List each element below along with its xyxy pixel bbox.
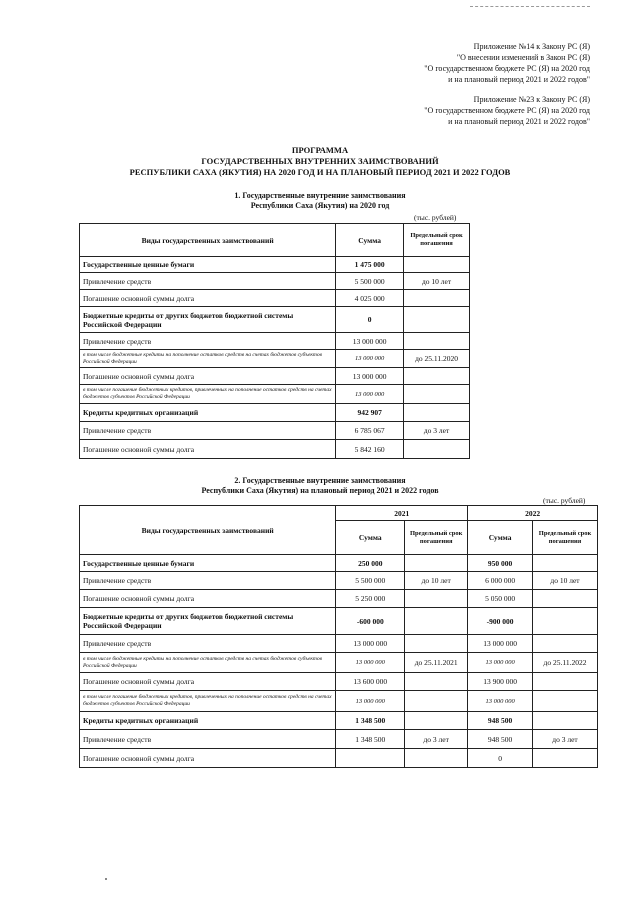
repayment-term [404, 290, 470, 307]
unit-label: (тыс. рублей) [543, 496, 586, 505]
repayment-term [404, 368, 470, 385]
amount-2021: -600 000 [336, 608, 405, 635]
table-row [80, 590, 598, 608]
amount-2022: -900 000 [468, 608, 533, 635]
scan-speck [105, 878, 107, 880]
borrowing-type: Бюджетные кредиты от других бюджетов бюджетной системы Российской Федерации [80, 307, 336, 333]
year-header: 2022 [468, 506, 598, 521]
annex-line: "О государственном бюджете РС (Я) на 2020 год [424, 106, 590, 115]
header-cell: Предельный срок погашения [404, 224, 470, 257]
repayment-term: до 10 лет [404, 273, 470, 290]
amount-cell: 942 907 [336, 404, 404, 422]
amount-2021: 1 348 500 [336, 712, 405, 730]
amount-2022: 0 [468, 749, 533, 768]
amount-2022: 5 050 000 [468, 590, 533, 608]
repayment-term-2022 [533, 749, 598, 768]
table-row [80, 385, 470, 404]
repayment-term-2022 [533, 691, 598, 712]
borrowing-type: Погашение основной суммы долга [80, 673, 336, 691]
repayment-term-2022: до 3 лет [533, 730, 598, 749]
section1-heading: Республики Саха (Якутия) на 2020 год [250, 201, 390, 210]
table-row [80, 691, 598, 712]
header-cell: Сумма [468, 521, 533, 555]
repayment-term-2021 [405, 590, 468, 608]
repayment-term-2022 [533, 590, 598, 608]
repayment-term-2021 [405, 712, 468, 730]
amount-2021: 13 000 000 [336, 635, 405, 653]
repayment-term-2022 [533, 555, 598, 572]
repayment-term-2021: до 10 лет [405, 572, 468, 590]
amount-cell: 5 500 000 [336, 273, 404, 290]
repayment-term-2022 [533, 608, 598, 635]
borrowings-table-2020 [79, 223, 470, 459]
annex-line: Приложение №23 к Закону РС (Я) [473, 95, 590, 104]
table-row [80, 273, 470, 290]
borrowing-type: Погашение основной суммы долга [80, 290, 336, 307]
amount-2022: 13 900 000 [468, 673, 533, 691]
annex-line: "О государственном бюджете РС (Я) на 2020 год [424, 64, 590, 73]
borrowing-type: Государственные ценные бумаги [80, 555, 336, 572]
header-cell: Предельный срок погашения [533, 521, 598, 555]
amount-2022: 13 000 000 [468, 653, 533, 673]
repayment-term-2021: до 3 лет [405, 730, 468, 749]
repayment-term-2021 [405, 749, 468, 768]
table-row [80, 440, 470, 459]
table-row [80, 257, 470, 273]
document-title: ПРОГРАММА [291, 145, 349, 155]
amount-cell: 6 785 067 [336, 422, 404, 440]
header-cell: Виды государственных заимствований [80, 506, 336, 555]
table-row [80, 290, 470, 307]
repayment-term [404, 440, 470, 459]
repayment-term-2022 [533, 673, 598, 691]
annex-note-23 [424, 94, 590, 127]
repayment-term-2021 [405, 691, 468, 712]
repayment-term-2022: до 25.11.2022 [533, 653, 598, 673]
table-row [80, 673, 598, 691]
table-row [80, 422, 470, 440]
borrowing-type: Государственные ценные бумаги [80, 257, 336, 273]
section2-heading: Республики Саха (Якутия) на плановый период 2021 и 2022 годов [201, 486, 439, 495]
amount-2022: 13 000 000 [468, 691, 533, 712]
table-row [80, 368, 470, 385]
repayment-term-2022: до 10 лет [533, 572, 598, 590]
amount-cell: 5 842 160 [336, 440, 404, 459]
amount-2021: 13 600 000 [336, 673, 405, 691]
annex-note-14 [424, 41, 590, 85]
document-subtitle: ГОСУДАРСТВЕННЫХ ВНУТРЕННИХ ЗАИМСТВОВАНИЙ [201, 156, 439, 166]
header-cell: Сумма [336, 224, 404, 257]
amount-cell: 13 000 000 [336, 333, 404, 350]
annex-line: и на плановый период 2021 и 2022 годов" [448, 117, 590, 126]
repayment-term [404, 333, 470, 350]
header-rule [470, 6, 590, 8]
amount-2021: 250 000 [336, 555, 405, 572]
repayment-term-2022 [533, 635, 598, 653]
borrowing-type: Привлечение средств [80, 572, 336, 590]
borrowing-type: Привлечение средств [80, 730, 336, 749]
amount-cell: 13 000 000 [336, 350, 404, 368]
header-cell: Сумма [336, 521, 405, 555]
repayment-term-2021 [405, 555, 468, 572]
repayment-term-2022 [533, 712, 598, 730]
borrowing-type: Привлечение средств [80, 333, 336, 350]
table-row [80, 608, 598, 635]
amount-2021 [336, 749, 405, 768]
amount-2021: 13 000 000 [336, 691, 405, 712]
table-row [80, 730, 598, 749]
repayment-term-2021: до 25.11.2021 [405, 653, 468, 673]
borrowing-type: Кредиты кредитных организаций [80, 404, 336, 422]
annex-line: "О внесении изменений в Закон РС (Я) [456, 53, 590, 62]
amount-2021: 5 500 000 [336, 572, 405, 590]
table-row [80, 749, 598, 768]
repayment-term: до 25.11.2020 [404, 350, 470, 368]
annex-line: Приложение №14 к Закону РС (Я) [473, 42, 590, 51]
amount-2021: 1 348 500 [336, 730, 405, 749]
borrowing-type: в том числе бюджетные кредиты на пополнение остатков средств на счетах бюджетов субъектов Российской Федерации [80, 350, 336, 368]
borrowings-table-2021-2022 [79, 505, 598, 768]
amount-2022: 950 000 [468, 555, 533, 572]
amount-2022: 13 000 000 [468, 635, 533, 653]
table-row [80, 653, 598, 673]
borrowing-type: Погашение основной суммы долга [80, 440, 336, 459]
header-cell: Предельный срок погашения [405, 521, 468, 555]
repayment-term [404, 385, 470, 404]
borrowing-type: Бюджетные кредиты от других бюджетов бюджетной системы Российской Федерации [80, 608, 336, 635]
repayment-term: до 3 лет [404, 422, 470, 440]
borrowing-type: в том числе погашение бюджетных кредитов, привлеченных на пополнение остатков средств на счетах бюджетов субъектов Российской Федерации [80, 385, 336, 404]
table-row [80, 712, 598, 730]
table-row [80, 350, 470, 368]
borrowing-type: Привлечение средств [80, 422, 336, 440]
repayment-term [404, 404, 470, 422]
repayment-term [404, 257, 470, 273]
table-row [80, 404, 470, 422]
table-row [80, 635, 598, 653]
borrowing-type: Погашение основной суммы долга [80, 749, 336, 768]
amount-2022: 6 000 000 [468, 572, 533, 590]
table-row [80, 572, 598, 590]
table-row [80, 307, 470, 333]
amount-cell: 1 475 000 [336, 257, 404, 273]
borrowing-type: Погашение основной суммы долга [80, 590, 336, 608]
amount-cell: 13 000 000 [336, 385, 404, 404]
year-header: 2021 [336, 506, 468, 521]
amount-cell: 13 000 000 [336, 368, 404, 385]
amount-cell: 4 025 000 [336, 290, 404, 307]
borrowing-type: Кредиты кредитных организаций [80, 712, 336, 730]
repayment-term-2021 [405, 608, 468, 635]
repayment-term-2021 [405, 673, 468, 691]
amount-2022: 948 500 [468, 730, 533, 749]
table-row [80, 333, 470, 350]
amount-2021: 5 250 000 [336, 590, 405, 608]
borrowing-type: Привлечение средств [80, 273, 336, 290]
repayment-term-2021 [405, 635, 468, 653]
borrowing-type: в том числе погашение бюджетных кредитов, привлеченных на пополнение остатков средств на счетах бюджетов субъектов Российской Федерации [80, 691, 336, 712]
amount-cell: 0 [336, 307, 404, 333]
borrowing-type: Погашение основной суммы долга [80, 368, 336, 385]
document-subtitle: РЕСПУБЛИКИ САХА (ЯКУТИЯ) НА 2020 ГОД И НА ПЛАНОВЫЙ ПЕРИОД 2021 И 2022 ГОДОВ [129, 167, 511, 177]
annex-line: и на плановый период 2021 и 2022 годов" [448, 75, 590, 84]
table-row [80, 555, 598, 572]
amount-2022: 948 500 [468, 712, 533, 730]
unit-label: (тыс. рублей) [414, 213, 457, 222]
section2-heading: 2. Государственные внутренние заимствования [234, 476, 406, 485]
borrowing-type: в том числе бюджетные кредиты на пополнение остатков средств на счетах бюджетов субъектов Российской Федерации [80, 653, 336, 673]
amount-2021: 13 000 000 [336, 653, 405, 673]
repayment-term [404, 307, 470, 333]
header-cell: Виды государственных заимствований [80, 224, 336, 257]
section1-heading: 1. Государственные внутренние заимствования [234, 191, 406, 200]
borrowing-type: Привлечение средств [80, 635, 336, 653]
